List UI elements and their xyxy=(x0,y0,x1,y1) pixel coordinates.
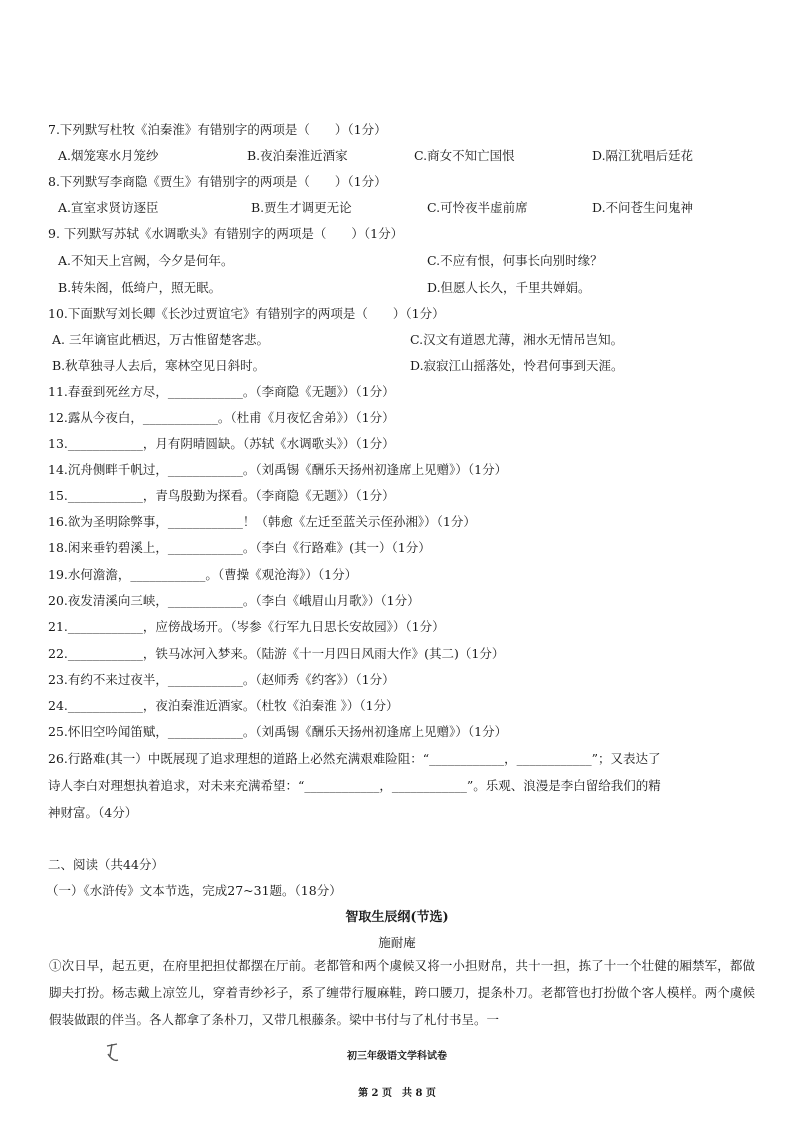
question-8-option-d: D.不问苍生问鬼神 xyxy=(592,200,694,215)
question-7-option-c: C.商女不知亡国恨 xyxy=(414,148,515,163)
question-26-line2: 诗人李白对理想执着追求，对未来充满希望：“____________，____________”。乐观、浪漫是李白留给我们的精 xyxy=(48,778,661,793)
question-14: 14.沉舟侧畔千帆过，____________。（刘禹锡《酬乐天扬州初逢席上见赠》）（1分） xyxy=(48,462,508,477)
question-15: 15.____________，青鸟殷勤为探看。（李商隐《无题》）（1分） xyxy=(48,488,395,503)
footer-doc-name: 初三年级语文学科试卷 xyxy=(347,1051,447,1062)
question-7-option-b: B.夜泊秦淮近酒家 xyxy=(247,148,348,163)
question-10-stem: 10.下面默写刘长卿《长沙过贾谊宅》有错别字的两项是（ ）（1分） xyxy=(48,306,445,321)
question-23: 23.有约不来过夜半，____________。（赵师秀《约客》）（1分） xyxy=(48,672,395,687)
question-10-option-a: A. 三年谪宦此栖迟，万古惟留楚客悲。 xyxy=(52,332,269,347)
question-8-option-b: B.贾生才调更无论 xyxy=(251,200,352,215)
question-20: 20.夜发清溪向三峡，____________。（李白《峨眉山月歌》）（1分） xyxy=(48,593,420,608)
question-8-stem: 8.下列默写李商隐《贾生》有错别字的两项是（ ）（1分） xyxy=(48,174,387,189)
question-9-option-b: B.转朱阁，低绮户，照无眠。 xyxy=(58,280,222,295)
question-21: 21.____________，应傍战场开。（岑参《行军九日思长安故园》）（1分） xyxy=(48,619,445,634)
question-7-option-d: D.隔江犹唱后廷花 xyxy=(592,148,694,163)
question-24: 24.____________，夜泊秦淮近酒家。（杜牧《泊秦淮 》）（1分） xyxy=(48,698,399,713)
question-10-option-b: B.秋草独寻人去后，寒林空见日斜时。 xyxy=(52,358,266,373)
question-7-option-a: A.烟笼寒水月笼纱 xyxy=(58,148,159,163)
question-10-option-d: D.寂寂江山摇落处，怜君何事到天涯。 xyxy=(410,358,624,373)
question-26-line1: 26.行路难(其一）中既展现了追求理想的道路上必然充满艰难险阻：“____________，____________”；又表达了 xyxy=(48,751,661,766)
question-18: 18.闲来垂钓碧溪上，____________。（李白《行路难》(其一）（1分） xyxy=(48,540,431,555)
question-7-stem: 7.下列默写杜牧《泊秦淮》有错别字的两项是（ ）（1分） xyxy=(48,122,387,137)
question-13: 13.____________，月有阴晴圆缺。（苏轼《水调歌头》）（1分） xyxy=(48,436,395,451)
question-8-option-c: C.可怜夜半虚前席 xyxy=(427,200,528,215)
question-25: 25.怀旧空吟闻笛赋，____________。（刘禹锡《酬乐天扬州初逢席上见赠》）（1分） xyxy=(48,724,508,739)
question-16: 16.欲为圣明除弊事，____________！（韩愈《左迁至蓝关示侄孙湘》）（1分） xyxy=(48,514,476,529)
question-8-option-a: A.宣室求贤访逐臣 xyxy=(58,200,159,215)
question-9-stem: 9. 下列默写苏轼《水调歌头》有错别字的两项是（ ）（1分） xyxy=(48,226,404,241)
question-11: 11.春蚕到死丝方尽，____________。（李商隐《无题》）（1分） xyxy=(48,384,395,399)
question-9-option-a: A.不知天上宫阙，今夕是何年。 xyxy=(58,253,234,268)
reading-subheading: （一）《水浒传》文本节选，完成27~31题。（18分） xyxy=(46,883,342,898)
question-26-line3: 神财富。（4分） xyxy=(48,805,138,820)
question-12: 12.露从今夜白，____________。（杜甫《月夜忆舍弟》）（1分） xyxy=(48,410,395,425)
question-9-option-d: D.但愿人长久，千里共婵娟。 xyxy=(427,280,591,295)
question-10-option-c: C.汉文有道恩尤薄，湘水无情吊岂知。 xyxy=(410,332,624,347)
passage-paragraph-1: ①次日早，起五更，在府里把担仗都摆在厅前。老都管和两个虞候又将一小担财帛，共十一担，拣了十一个壮健的厢禁军，都做脚夫打扮。杨志戴上凉笠儿，穿着青纱衫子，系了缠带行履麻鞋，跨口腰刀，提条朴刀。老都管也打扮做个客人模样。两个虞候假装做跟的伴当。各人都拿了条朴刀，又带几根藤条。梁中书付与了札付书呈。一 xyxy=(49,958,755,1027)
question-22: 22.____________，铁马冰河入梦来。（陆游《十一月四日风雨大作》(其二)（1分） xyxy=(48,646,505,661)
question-9-option-c: C.不应有恨，何事长向别时缘？ xyxy=(427,253,603,268)
question-19: 19.水何澹澹，____________。（曹操《观沧海》）（1分） xyxy=(48,567,358,582)
passage-author: 施耐庵 xyxy=(378,935,416,950)
passage-title: 智取生辰纲(节选) xyxy=(345,910,449,925)
footer-page-number: 第 2 页 共 8 页 xyxy=(358,1088,436,1099)
section-heading: 二、阅读（共44分） xyxy=(48,857,164,872)
